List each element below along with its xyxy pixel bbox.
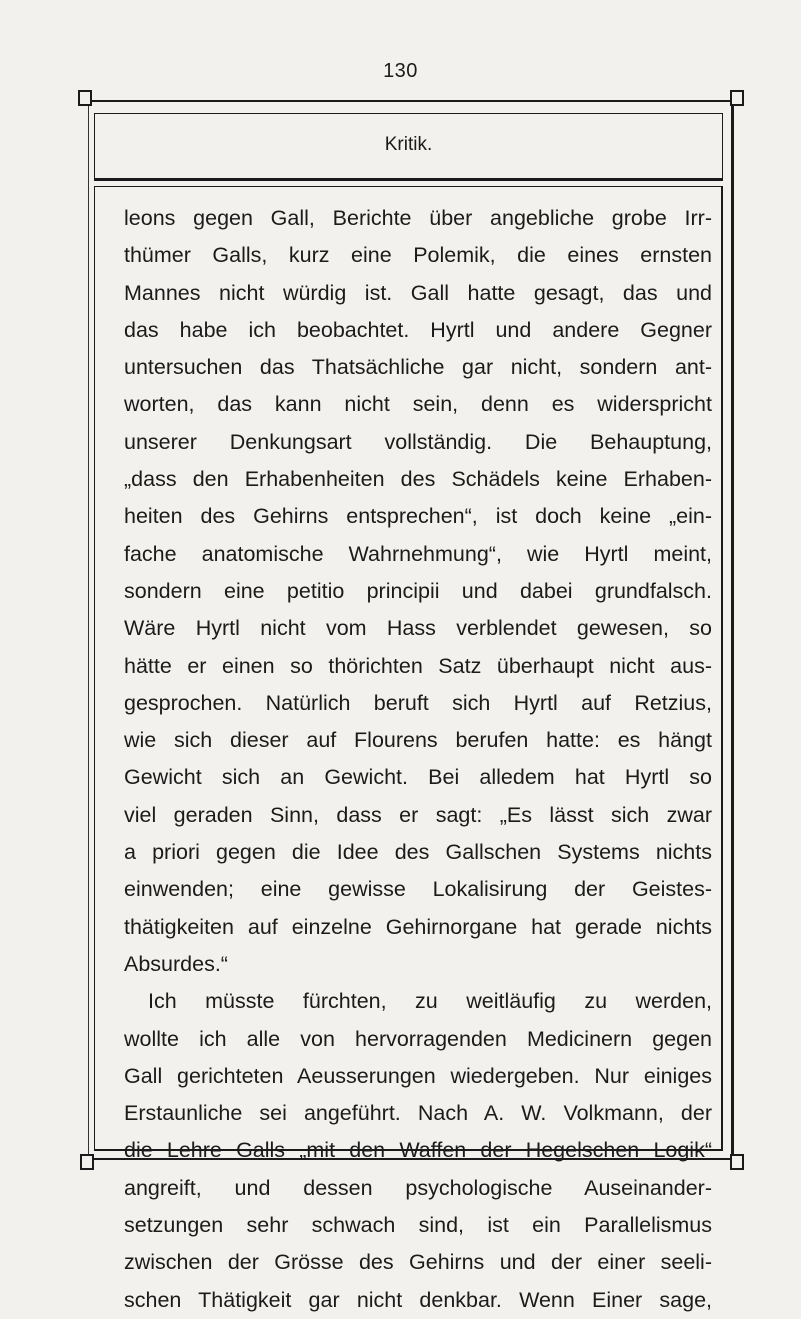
text-line: worten, das kann nicht sein, denn es widerspricht [124,392,712,417]
running-head: Kritik. [384,134,433,155]
text-line: angreift, und dessen psychologische Auseinander- [124,1175,712,1200]
text-line: „dass den Erhabenheiten des Schädels keine Erhaben- [124,467,712,492]
text-line: Wäre Hyrtl nicht vom Hass verblendet gewesen, so [124,616,712,641]
text-line: sondern eine petitio principii und dabei grundfalsch. [124,578,712,603]
text-line: untersuchen das Thatsächliche gar nicht, sondern ant- [124,355,712,380]
body-text [124,200,712,1319]
text-line: thümer Galls, kurz eine Polemik, die eines ernsten [124,243,712,268]
text-line: schen Thätigkeit gar nicht denkbar. Wenn Einer sage, [124,1287,712,1312]
page-number: 130 [383,60,418,82]
text-line: unserer Denkungsart vollständig. Die Behauptung, [124,429,712,454]
text-line: heiten des Gehirns entsprechen“, ist doch keine „ein- [124,504,712,529]
text-line: fache anatomische Wahrnehmung“, wie Hyrtl meint, [124,541,712,566]
text-line-paragraph-end: Absurdes.“ [124,951,228,976]
text-line: a priori gegen die Idee des Gallschen Systems nichts [124,840,712,865]
corner-ornament-top-left [78,90,92,106]
corner-ornament-bottom-left [80,1154,94,1170]
text-line: Gall gerichteten Aeusserungen wiedergeben. Nur einiges [124,1063,712,1088]
text-line: einwenden; eine gewisse Lokalisirung der Geistes- [124,877,712,902]
corner-ornament-top-right [730,90,744,106]
corner-ornament-bottom-right [730,1154,744,1170]
text-line: thätigkeiten auf einzelne Gehirnorgane hat gerade nichts [124,914,712,939]
text-line: leons gegen Gall, Berichte über angebliche grobe Irr- [124,206,712,230]
text-line: hätte er einen so thörichten Satz überhaupt nicht aus- [124,653,712,678]
text-line: die Lehre Galls „mit den Waffen der Hegelschen Logik“ [124,1138,712,1163]
text-line: Mannes nicht würdig ist. Gall hatte gesagt, das und [124,280,712,305]
text-line: viel geraden Sinn, dass er sagt: „Es lässt sich zwar [124,802,712,827]
text-line: Erstaunliche sei angeführt. Nach A. W. Volkmann, der [124,1101,712,1126]
text-line: setzungen sehr schwach sind, ist ein Parallelismus [124,1213,712,1238]
text-line: wie sich dieser auf Flourens berufen hatte: es hängt [124,728,712,753]
text-line-paragraph-start: Ich müsste fürchten, zu weitläufig zu werden, [148,989,712,1014]
text-line: gesprochen. Natürlich beruft sich Hyrtl auf Retzius, [124,690,712,715]
text-line: Gewicht sich an Gewicht. Bei alledem hat Hyrtl so [124,765,712,790]
text-line: zwischen der Grösse des Gehirns und der einer seeli- [124,1250,712,1275]
text-line: das habe ich beobachtet. Hyrtl und andere Gegner [124,317,712,342]
running-head-box [94,113,723,181]
text-line: wollte ich alle von hervorragenden Medicinern gegen [124,1026,712,1051]
